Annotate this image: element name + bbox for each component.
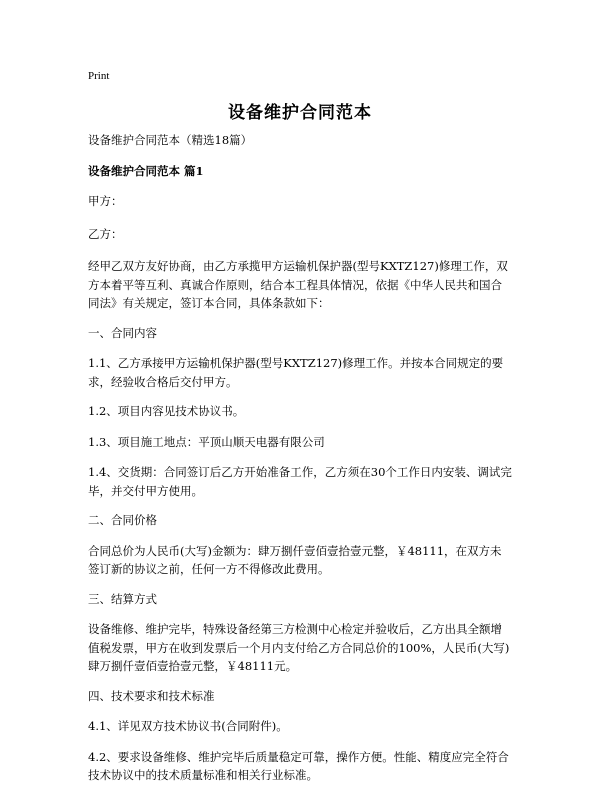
clause-paragraph: 合同总价为人民币(大写)金额为：肆万捌仟壹佰壹拾壹元整，￥48111，在双方未签订新的协议之前，任何一方不得修改此费用。	[88, 543, 502, 576]
clause-paragraph: 4.2、要求设备维修、维护完毕后质量稳定可靠，操作方便。性能、精度应完全符合技术协议中的技术质量标准和相关行业标准。	[88, 749, 509, 782]
clause-paragraph: 1.4、交货期：合同签订后乙方开始准备工作，乙方须在30个工作日内安装、调试完毕，并交付甲方使用。	[88, 465, 512, 498]
clause-heading: 二、合同价格	[88, 513, 157, 527]
document-subtitle: 设备维护合同范本（精选18篇）	[88, 133, 253, 147]
clause-paragraph: 1.2、项目内容见技术协议书。	[88, 404, 245, 418]
clause-paragraph: 设备维修、维护完毕，特殊设备经第三方检测中心检定并验收后，乙方出具全额增值税发票，甲方在收到发票后一个月内支付给乙方合同总价的100%，人民币(大写)肆万捌仟壹佰壹拾壹元整，￥48111元。	[88, 622, 510, 673]
intro-paragraph: 经甲乙双方友好协商，由乙方承揽甲方运输机保护器(型号KXTZ127)修理工作，双方本着平等互利、真诚合作原则，结合本工程具体情况，依据《中华人民共和国合同法》有关规定，签订本合同，具体条款如下：	[88, 259, 508, 310]
clause-heading: 一、合同内容	[88, 325, 157, 340]
clause-paragraph: 1.3、项目施工地点：平顶山顺天电器有限公司	[88, 434, 325, 449]
document-title: 设备维护合同范本	[228, 103, 372, 123]
document-body	[88, 131, 512, 796]
section-heading: 设备维护合同范本 篇1	[88, 163, 204, 178]
clause-paragraph: 4.1、详见双方技术协议书(合同附件)。	[88, 719, 288, 733]
party-b-line: 乙方：	[88, 226, 123, 241]
party-a-line: 甲方：	[88, 194, 123, 208]
print-label: Print	[88, 70, 110, 82]
clause-paragraph: 1.1、乙方承接甲方运输机保护器(型号KXTZ127)修理工作。并按本合同规定的要求，经验收合格后交付甲方。	[88, 356, 504, 389]
clause-heading: 三、结算方式	[88, 591, 157, 606]
clause-heading: 四、技术要求和技术标准	[88, 688, 215, 703]
